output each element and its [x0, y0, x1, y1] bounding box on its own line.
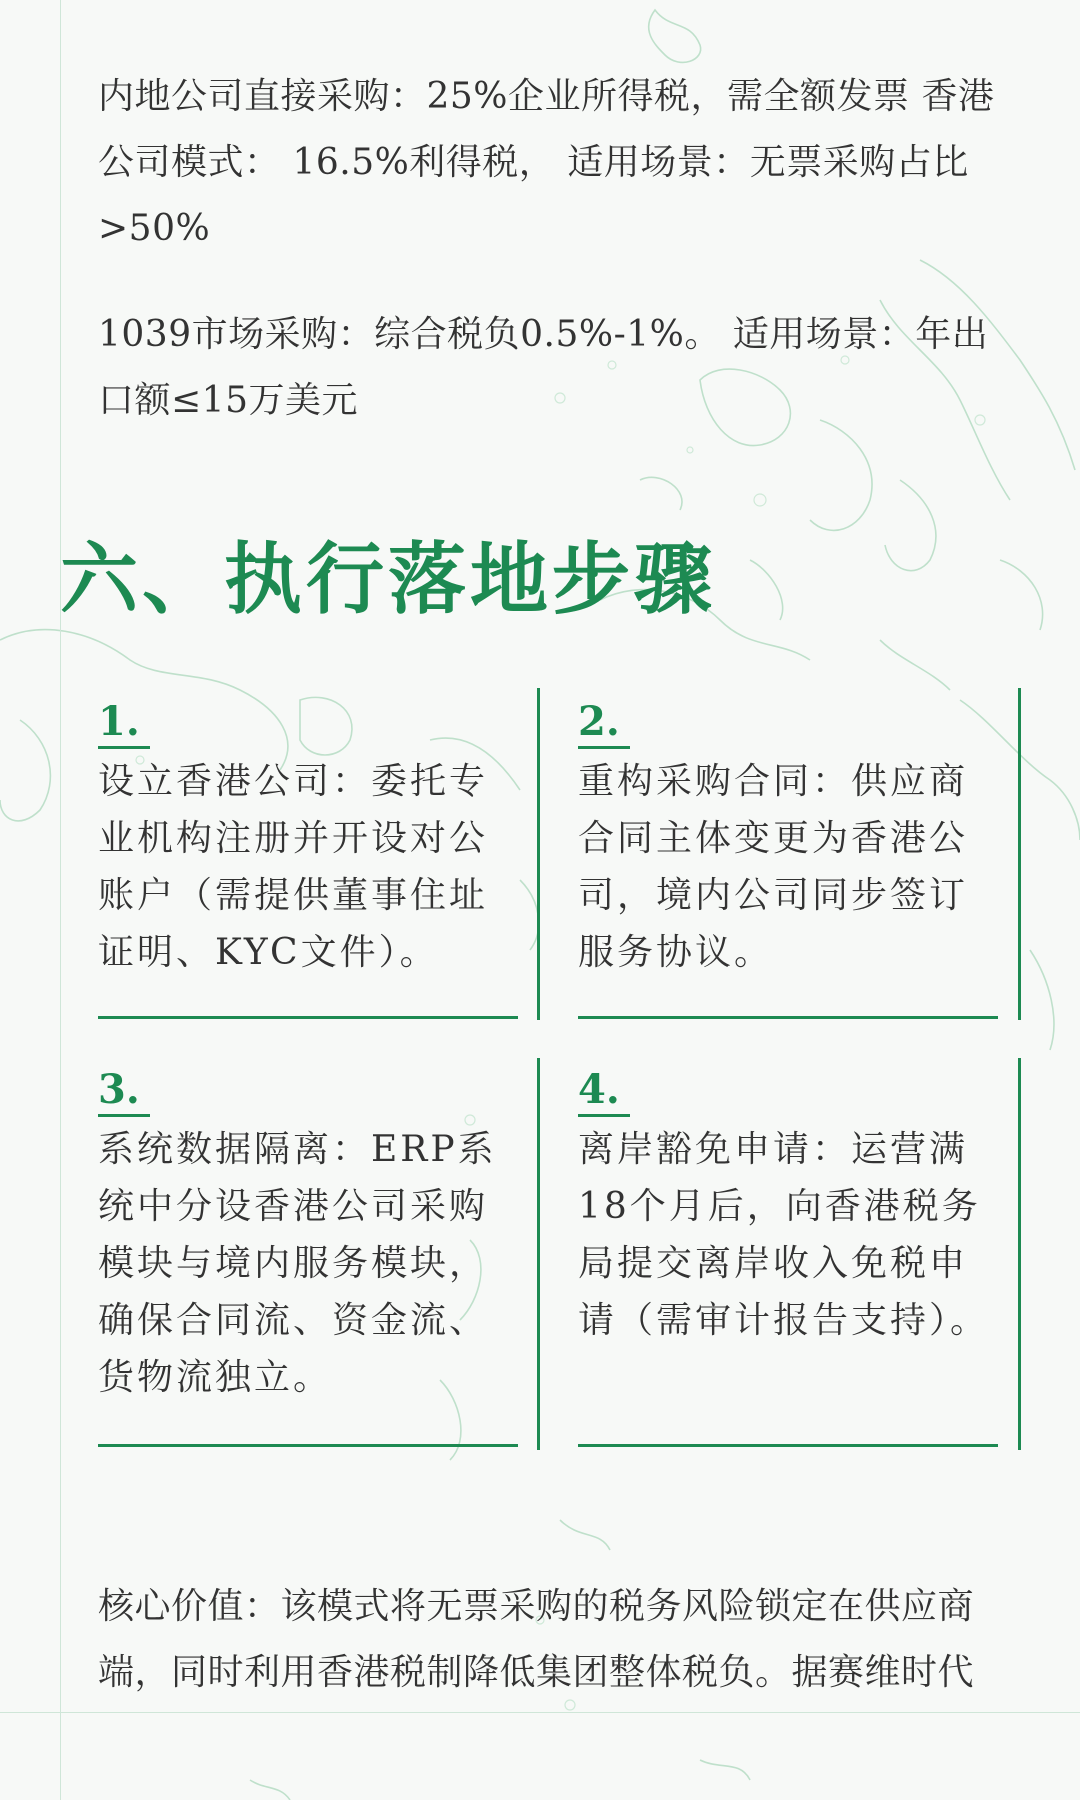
guide-line-horizontal: [0, 1712, 1080, 1713]
step-number: 2.: [578, 698, 630, 749]
section-title: 六、执行落地步骤: [60, 534, 717, 625]
step-divider: [98, 1444, 518, 1447]
step-divider: [578, 1016, 998, 1019]
step-card-1: [98, 698, 518, 981]
step-text: 重构采购合同：供应商合同主体变更为香港公司，境内公司同步签订服务协议。: [578, 761, 969, 973]
step-number: 3.: [98, 1066, 150, 1117]
step-divider: [578, 1444, 998, 1447]
core-value-paragraph: 核心价值：该模式将无票采购的税务风险锁定在供应商端，同时利用香港税制降低集团整体税负。据赛维时代: [98, 1586, 975, 1693]
step-card-2: [578, 698, 998, 981]
step-card-3: [98, 1066, 518, 1406]
step-text: 设立香港公司：委托专业机构注册并开设对公账户（需提供董事住址证明、KYC文件）。: [98, 761, 489, 973]
step-divider: [98, 1016, 518, 1019]
divider-vertical: [1018, 688, 1021, 1020]
intro-paragraph-1039-market: 1039市场采购：综合税负0.5%-1%。 适用场景：年出口额≤15万美元: [98, 314, 989, 421]
divider-vertical: [537, 1058, 540, 1450]
divider-vertical: [1018, 1058, 1021, 1450]
guide-line-vertical: [60, 0, 61, 1800]
divider-vertical: [537, 688, 540, 1020]
step-number: 4.: [578, 1066, 630, 1117]
step-text: 系统数据隔离：ERP系统中分设香港公司采购模块与境内服务模块，确保合同流、资金流、货物流独立。: [98, 1129, 497, 1398]
step-text: 离岸豁免申请：运营满18个月后，向香港税务局提交离岸收入免税申请（需审计报告支持）。: [578, 1129, 990, 1341]
step-card-4: [578, 1066, 998, 1349]
intro-paragraph-tax-models: 内地公司直接采购：25%企业所得税，需全额发票 香港公司模式： 16.5%利得税， 适用场景：无票采购占比>50%: [98, 76, 995, 249]
step-number: 1.: [98, 698, 150, 749]
